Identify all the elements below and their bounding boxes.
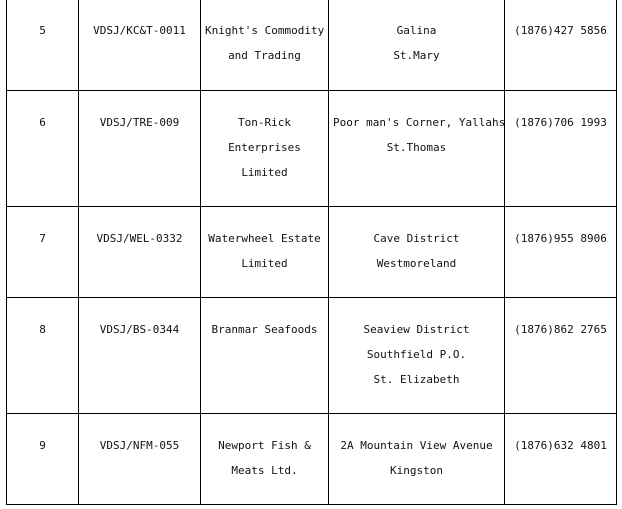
company-name-line: Meats Ltd. [231, 464, 298, 477]
registration-code: VDSJ/WEL-0332 [79, 207, 201, 298]
address-line: Poor man's Corner, Yallahs [333, 116, 506, 129]
company-name [201, 298, 329, 414]
row-number: 5 [7, 0, 79, 91]
table-row [7, 207, 617, 298]
company-name-line: and Trading [228, 49, 301, 62]
registration-code: VDSJ/NFM-055 [79, 414, 201, 505]
table-row [7, 91, 617, 207]
company-name-line: Enterprises [228, 141, 301, 154]
address-line: Kingston [390, 464, 443, 477]
company-address [329, 414, 505, 505]
registration-code: VDSJ/TRE-009 [79, 91, 201, 207]
company-name-line: Waterwheel Estate [208, 232, 321, 245]
company-address [329, 0, 505, 91]
supplier-table [6, 0, 617, 505]
address-line: St. Elizabeth [373, 373, 460, 386]
company-name-line: Newport Fish & [218, 439, 311, 452]
table-row [7, 298, 617, 414]
phone-number: (1876)955 8906 [505, 207, 617, 298]
company-name-line: Knight's Commodity [205, 24, 325, 37]
address-line: St.Mary [393, 49, 440, 62]
address-line: Seaview District [363, 323, 470, 336]
company-name-line: Limited [241, 166, 288, 179]
phone-number: (1876)427 5856 [505, 0, 617, 91]
address-line: Cave District [373, 232, 460, 245]
company-name [201, 207, 329, 298]
row-number: 9 [7, 414, 79, 505]
phone-number: (1876)632 4801 [505, 414, 617, 505]
address-line: 2A Mountain View Avenue [340, 439, 493, 452]
address-line: Southfield P.O. [366, 348, 467, 361]
registration-code: VDSJ/KC&T-0011 [79, 0, 201, 91]
address-line: Galina [396, 24, 437, 37]
registration-code: VDSJ/BS-0344 [79, 298, 201, 414]
company-address [329, 207, 505, 298]
table-row [7, 0, 617, 91]
phone-number: (1876)706 1993 [505, 91, 617, 207]
company-name-line: Branmar Seafoods [211, 323, 318, 336]
row-number: 8 [7, 298, 79, 414]
row-number: 6 [7, 91, 79, 207]
company-name [201, 91, 329, 207]
company-address [329, 91, 505, 207]
company-name-line: Limited [241, 257, 288, 270]
row-number: 7 [7, 207, 79, 298]
company-name-line: Ton-Rick [238, 116, 291, 129]
address-line: St.Thomas [386, 141, 447, 154]
company-name [201, 414, 329, 505]
company-name [201, 0, 329, 91]
table-row [7, 414, 617, 505]
phone-number: (1876)862 2765 [505, 298, 617, 414]
company-address [329, 298, 505, 414]
address-line: Westmoreland [376, 257, 457, 270]
